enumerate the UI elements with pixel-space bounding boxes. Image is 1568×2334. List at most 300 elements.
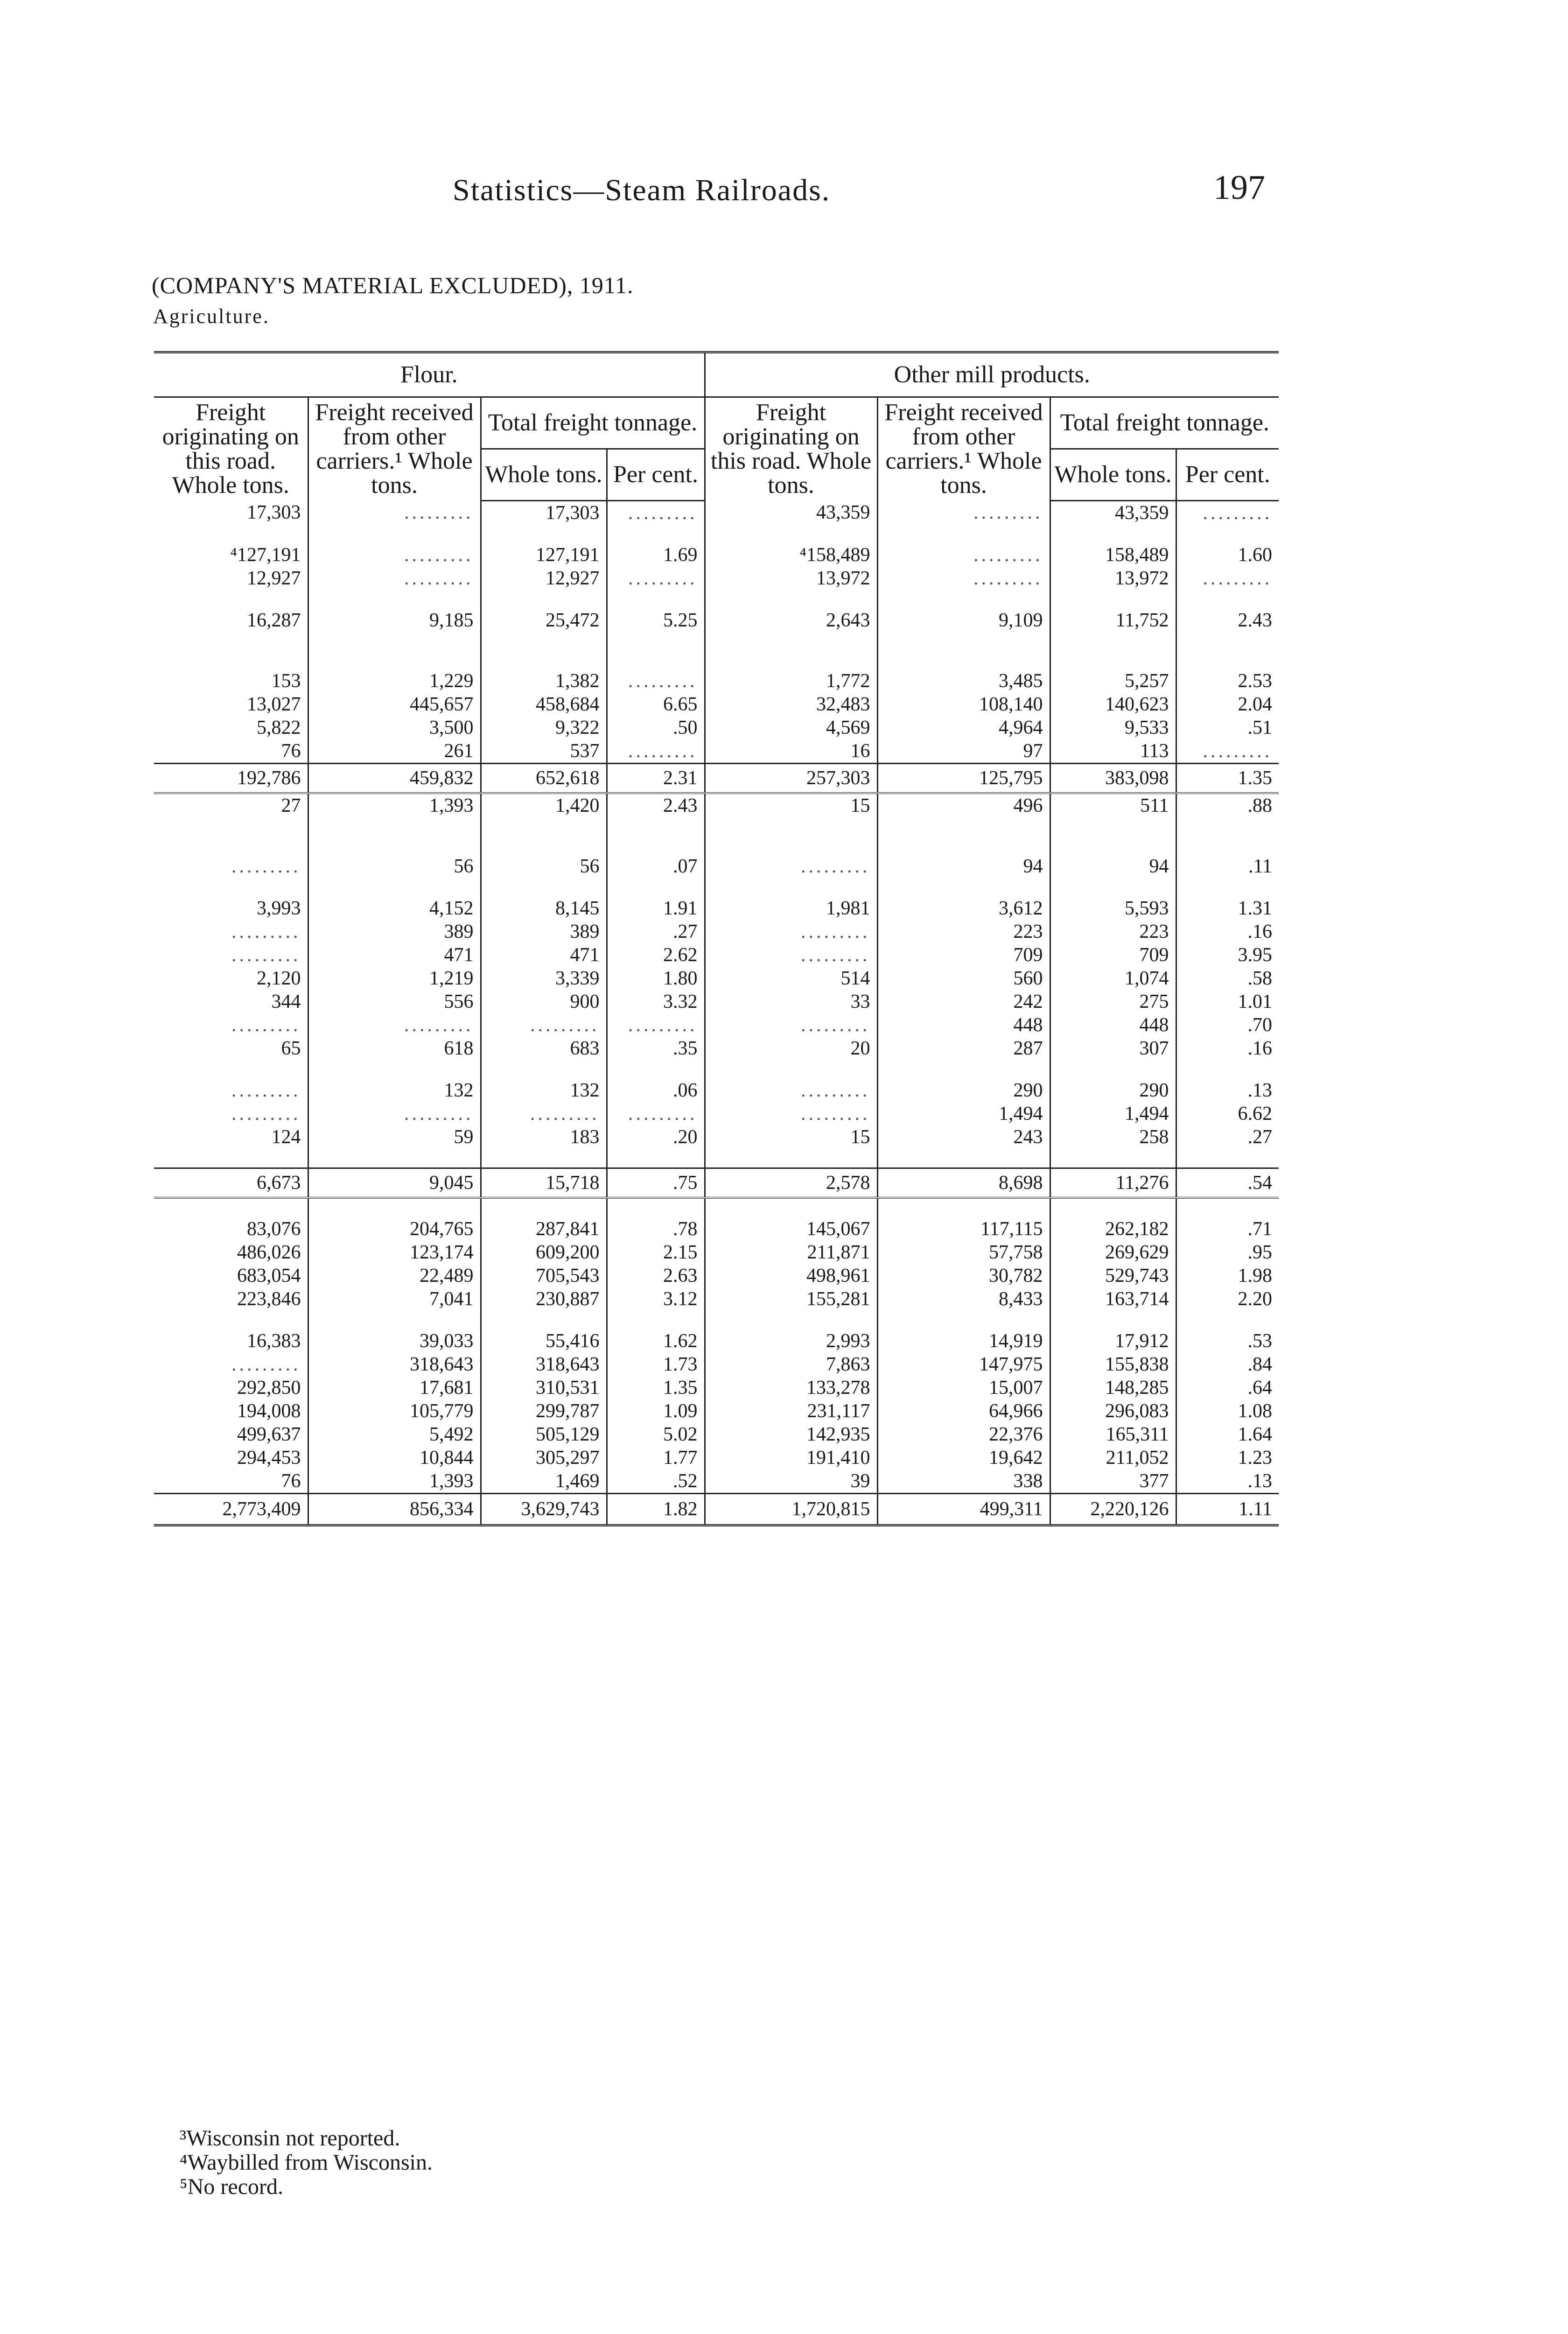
table-cell: ......... <box>308 1102 481 1125</box>
table-cell: 1.09 <box>607 1399 705 1423</box>
table-cell: 318,643 <box>481 1353 607 1376</box>
table-cell: 16 <box>705 739 877 764</box>
table-cell: 1.73 <box>607 1353 705 1376</box>
table-cell: ......... <box>877 500 1050 525</box>
table-cell: 13,972 <box>705 567 877 590</box>
table-cell: 459,832 <box>308 763 481 793</box>
table-cell: 2,220,126 <box>1050 1493 1176 1525</box>
table-cell: 1.11 <box>1176 1493 1279 1525</box>
table-cell: 471 <box>308 943 481 967</box>
table-cell: 1,229 <box>308 669 481 693</box>
table-cell: 1,382 <box>481 669 607 693</box>
flour-total-header: Total freight tonnage. <box>481 397 705 449</box>
table-cell: 3,485 <box>877 669 1050 693</box>
table-cell: ......... <box>154 1013 308 1037</box>
table-cell: 19,642 <box>877 1446 1050 1469</box>
table-cell: ......... <box>481 1102 607 1125</box>
table-cell: 294,453 <box>154 1446 308 1469</box>
table-cell: 1,494 <box>1050 1102 1176 1125</box>
table-cell: 290 <box>877 1079 1050 1102</box>
table-cell: 6,673 <box>154 1168 308 1198</box>
table-cell: 83,076 <box>154 1217 308 1241</box>
table-cell <box>607 1149 705 1168</box>
table-cell: 211,871 <box>705 1241 877 1264</box>
table-cell: 1.01 <box>1238 991 1273 1012</box>
table-cell: 142,935 <box>705 1423 877 1446</box>
table-cell: 556 <box>308 990 481 1013</box>
table-cell: 1.64 <box>1238 1423 1273 1445</box>
table-row <box>154 609 1279 632</box>
table-cell <box>481 1060 607 1079</box>
table-cell <box>154 1198 308 1217</box>
table-cell: 618 <box>308 1037 481 1060</box>
table-row <box>154 1168 1279 1198</box>
table-cell <box>481 651 607 669</box>
table-cell <box>1176 590 1279 609</box>
table-cell <box>1176 836 1279 855</box>
table-cell: ......... <box>308 1013 481 1037</box>
table-row <box>154 1446 1279 1469</box>
table-cell: 338 <box>877 1469 1050 1494</box>
table-cell: 1.77 <box>607 1446 705 1469</box>
table-cell: 1.35 <box>607 1376 705 1399</box>
table-cell: 43,359 <box>1050 500 1176 525</box>
footnote-waybilled: ⁴Waybilled from Wisconsin. <box>180 2150 433 2175</box>
other-total-header: Total freight tonnage. <box>1050 397 1279 449</box>
table-row <box>154 1060 1279 1079</box>
table-cell: .13 <box>1247 1470 1273 1492</box>
table-cell: 1,469 <box>481 1469 607 1494</box>
flour-header: Flour. <box>154 352 705 397</box>
table-cell <box>1176 1198 1279 1217</box>
table-cell: 108,140 <box>877 693 1050 716</box>
table-cell: 6.65 <box>607 693 705 716</box>
table-cell: 448 <box>1050 1013 1176 1037</box>
table-cell <box>1176 878 1279 897</box>
table-cell: 22,376 <box>877 1423 1050 1446</box>
table-row <box>154 739 1279 764</box>
table-cell: ......... <box>705 1102 877 1125</box>
table-row <box>154 543 1279 567</box>
table-cell <box>1050 632 1176 651</box>
table-cell: 231,117 <box>705 1399 877 1423</box>
table-cell <box>877 1149 1050 1168</box>
table-cell <box>481 525 607 543</box>
table-row <box>154 990 1279 1013</box>
table-cell: 3,500 <box>308 716 481 739</box>
table-cell: 389 <box>481 920 607 943</box>
table-cell <box>877 525 1050 543</box>
table-cell <box>481 632 607 651</box>
table-cell: ......... <box>154 1353 308 1376</box>
table-cell: 269,629 <box>1050 1241 1176 1264</box>
table-cell <box>705 590 877 609</box>
table-cell: ......... <box>154 855 308 878</box>
table-cell: .13 <box>1247 1079 1273 1101</box>
table-cell: 609,200 <box>481 1241 607 1264</box>
table-cell: .51 <box>1247 717 1273 738</box>
table-cell: ⁴127,191 <box>154 543 308 567</box>
other-received-header: Freight received from other carriers.¹ Whole tons. <box>877 397 1050 501</box>
table-row <box>154 590 1279 609</box>
table-row <box>154 897 1279 920</box>
table-row <box>154 763 1279 793</box>
table-cell: 2,993 <box>705 1329 877 1353</box>
table-cell: 153 <box>154 669 308 693</box>
table-cell: 2,578 <box>705 1168 877 1198</box>
table-cell: 1.62 <box>607 1329 705 1353</box>
table-cell: 132 <box>481 1079 607 1102</box>
table-cell: ......... <box>607 500 705 525</box>
table-cell: 125,795 <box>877 763 1050 793</box>
table-row <box>154 920 1279 943</box>
table-cell: 709 <box>1050 943 1176 967</box>
table-cell <box>705 1060 877 1079</box>
table-cell: 57,758 <box>877 1241 1050 1264</box>
table-cell: 124 <box>154 1125 308 1149</box>
table-cell: .58 <box>1247 967 1273 989</box>
table-cell: 1.80 <box>607 967 705 990</box>
table-cell: 1,772 <box>705 669 877 693</box>
table-cell: 1,720,815 <box>705 1493 877 1525</box>
table-cell: ......... <box>154 1102 308 1125</box>
table-row <box>154 793 1279 817</box>
table-cell <box>481 1311 607 1329</box>
table-cell <box>308 590 481 609</box>
table-cell: 262,182 <box>1050 1217 1176 1241</box>
table-cell: ......... <box>154 943 308 967</box>
table-cell: 1.23 <box>1238 1447 1273 1469</box>
table-cell: 1.69 <box>607 543 705 567</box>
table-cell: 165,311 <box>1050 1423 1176 1446</box>
table-cell: 242 <box>877 990 1050 1013</box>
table-cell <box>1050 1198 1176 1217</box>
table-cell: 296,083 <box>1050 1399 1176 1423</box>
table-cell: 30,782 <box>877 1264 1050 1287</box>
table-cell: 194,008 <box>154 1399 308 1423</box>
table-cell: 22,489 <box>308 1264 481 1287</box>
table-row <box>154 1353 1279 1376</box>
table-cell <box>154 525 308 543</box>
table-cell: 2.62 <box>607 943 705 967</box>
table-cell <box>154 1060 308 1079</box>
table-cell: ......... <box>607 669 705 693</box>
table-cell <box>308 632 481 651</box>
table-cell: 16,287 <box>154 609 308 632</box>
table-cell: 318,643 <box>308 1353 481 1376</box>
table-cell: ⁴158,489 <box>705 543 877 567</box>
table-cell: 1,074 <box>1050 967 1176 990</box>
table-cell: 55,416 <box>481 1329 607 1353</box>
table-cell: ......... <box>607 567 705 590</box>
table-cell: .20 <box>607 1125 705 1149</box>
table-cell: 2.15 <box>607 1241 705 1264</box>
table-cell: 498,961 <box>705 1264 877 1287</box>
table-cell: 705,543 <box>481 1264 607 1287</box>
table-cell: 25,472 <box>481 609 607 632</box>
table-cell: 448 <box>877 1013 1050 1037</box>
table-cell: 191,410 <box>705 1446 877 1469</box>
table-cell <box>877 632 1050 651</box>
table-row <box>154 669 1279 693</box>
table-cell: 1,219 <box>308 967 481 990</box>
table-row <box>154 1149 1279 1168</box>
table-cell: ......... <box>705 855 877 878</box>
table-cell <box>1176 1311 1279 1329</box>
table-cell: ......... <box>154 1079 308 1102</box>
freight-tonnage-table <box>154 351 1279 1526</box>
table-cell: .35 <box>607 1037 705 1060</box>
table-cell: 505,129 <box>481 1423 607 1446</box>
table-cell: 9,045 <box>308 1168 481 1198</box>
table-cell: 2,773,409 <box>154 1493 308 1525</box>
other-per-cent-header: Per cent. <box>1176 449 1279 500</box>
table-cell: 1.91 <box>607 897 705 920</box>
table-cell: .95 <box>1247 1241 1273 1263</box>
table-cell: 2.43 <box>1238 609 1273 631</box>
table-cell: 1,393 <box>308 793 481 817</box>
table-cell: 33 <box>705 990 877 1013</box>
table-cell: 3.95 <box>1238 944 1273 966</box>
table-cell <box>1050 1060 1176 1079</box>
table-cell <box>877 878 1050 897</box>
table-cell <box>154 878 308 897</box>
table-cell: 344 <box>154 990 308 1013</box>
table-cell: 310,531 <box>481 1376 607 1399</box>
table-cell: 2.43 <box>607 793 705 817</box>
table-cell <box>308 651 481 669</box>
table-cell <box>1176 632 1279 651</box>
table-cell <box>607 590 705 609</box>
table-cell: 230,887 <box>481 1287 607 1311</box>
table-cell: 10,844 <box>308 1446 481 1469</box>
table-cell: 471 <box>481 943 607 967</box>
table-cell: 1.60 <box>1238 544 1273 566</box>
table-cell: .70 <box>1247 1014 1273 1036</box>
table-cell <box>607 817 705 836</box>
table-cell: 132 <box>308 1079 481 1102</box>
table-cell <box>1050 836 1176 855</box>
table-cell: 13,972 <box>1050 567 1176 590</box>
table-cell: 140,623 <box>1050 693 1176 716</box>
table-cell <box>705 817 877 836</box>
table-cell: 652,618 <box>481 763 607 793</box>
table-cell <box>308 1311 481 1329</box>
table-cell: 94 <box>877 855 1050 878</box>
table-cell: 243 <box>877 1125 1050 1149</box>
table-cell: 56 <box>481 855 607 878</box>
table-cell: 292,850 <box>154 1376 308 1399</box>
table-cell: 2.20 <box>1238 1288 1273 1310</box>
table-cell: .52 <box>607 1469 705 1494</box>
table-row <box>154 525 1279 543</box>
table-cell: .88 <box>1247 794 1273 816</box>
table-cell: 105,779 <box>308 1399 481 1423</box>
table-cell: 15 <box>705 1125 877 1149</box>
table-cell: 13,027 <box>154 693 308 716</box>
table-row <box>154 651 1279 669</box>
table-cell: 261 <box>308 739 481 764</box>
table-cell <box>705 836 877 855</box>
table-body <box>154 500 1279 1525</box>
table-cell: .16 <box>1247 921 1273 942</box>
table-cell: 3,612 <box>877 897 1050 920</box>
table-cell: 9,185 <box>308 609 481 632</box>
table-cell: 1.35 <box>1176 763 1279 793</box>
table-cell: ......... <box>607 739 705 764</box>
table-cell <box>877 651 1050 669</box>
table-cell: .16 <box>1247 1037 1273 1059</box>
table-row <box>154 943 1279 967</box>
table-cell: 127,191 <box>481 543 607 567</box>
table-cell: 3,629,743 <box>481 1493 607 1525</box>
table-cell: 8,433 <box>877 1287 1050 1311</box>
table-cell: 183 <box>481 1125 607 1149</box>
table-cell: ......... <box>705 1013 877 1037</box>
table-row <box>154 1125 1279 1149</box>
table-cell: 163,714 <box>1050 1287 1176 1311</box>
table-cell: .75 <box>607 1168 705 1198</box>
table-cell <box>705 878 877 897</box>
table-row <box>154 1264 1279 1287</box>
table-cell: ......... <box>481 1013 607 1037</box>
table-cell: 17,681 <box>308 1376 481 1399</box>
table-row <box>154 1217 1279 1241</box>
table-row <box>154 1376 1279 1399</box>
table-cell: 39 <box>705 1469 877 1494</box>
table-cell: 3,339 <box>481 967 607 990</box>
table-cell: 43,359 <box>705 500 877 525</box>
footnote-wisconsin-not-reported: ³Wisconsin not reported. <box>180 2126 400 2151</box>
table-cell <box>1176 1149 1279 1168</box>
table-cell: 445,657 <box>308 693 481 716</box>
table-row <box>154 500 1279 525</box>
table-cell <box>877 836 1050 855</box>
table-cell: 76 <box>154 739 308 764</box>
table-row <box>154 1198 1279 1217</box>
running-head-title: Statistics—Steam Railroads. <box>453 173 831 207</box>
table-cell: 15,007 <box>877 1376 1050 1399</box>
table-cell <box>481 590 607 609</box>
table-cell: 16,383 <box>154 1329 308 1353</box>
table-cell <box>877 1311 1050 1329</box>
table-cell: 56 <box>308 855 481 878</box>
table-cell: 307 <box>1050 1037 1176 1060</box>
table-cell: 7,041 <box>308 1287 481 1311</box>
table-cell: 560 <box>877 967 1050 990</box>
table-cell <box>877 817 1050 836</box>
table-row <box>154 1287 1279 1311</box>
table-row <box>154 1079 1279 1102</box>
table-row <box>154 817 1279 836</box>
table-cell: ......... <box>308 500 481 525</box>
table-cell <box>308 1198 481 1217</box>
table-cell: 117,115 <box>877 1217 1050 1241</box>
table-cell: .11 <box>1248 855 1273 877</box>
table-cell: 123,174 <box>308 1241 481 1264</box>
table-cell: 155,838 <box>1050 1353 1176 1376</box>
table-row <box>154 1399 1279 1423</box>
table-cell: 258 <box>1050 1125 1176 1149</box>
table-cell: 223 <box>1050 920 1176 943</box>
table-cell: 8,698 <box>877 1168 1050 1198</box>
table-cell: 17,303 <box>481 500 607 525</box>
table-cell <box>1176 651 1279 669</box>
table-row <box>154 1493 1279 1525</box>
table-cell: 2.31 <box>607 763 705 793</box>
table-cell: .50 <box>607 716 705 739</box>
table-cell: 8,145 <box>481 897 607 920</box>
table-cell <box>308 525 481 543</box>
table-cell <box>154 1311 308 1329</box>
table-cell: 4,569 <box>705 716 877 739</box>
table-cell: .71 <box>1247 1218 1273 1240</box>
table-cell <box>705 632 877 651</box>
table-cell: 5.02 <box>607 1423 705 1446</box>
table-cell: 683,054 <box>154 1264 308 1287</box>
table-cell <box>705 651 877 669</box>
table-cell: ......... <box>877 567 1050 590</box>
table-cell <box>154 1149 308 1168</box>
section-title: Agriculture. <box>153 305 270 328</box>
table-cell: 3.12 <box>607 1287 705 1311</box>
table-cell: 94 <box>1050 855 1176 878</box>
table-cell: 486,026 <box>154 1241 308 1264</box>
table-cell: 12,927 <box>154 567 308 590</box>
table-cell: 5,822 <box>154 716 308 739</box>
table-cell: 1,393 <box>308 1469 481 1494</box>
table-cell: 5,492 <box>308 1423 481 1446</box>
other-whole-tons-header: Whole tons. <box>1050 449 1176 500</box>
table-row <box>154 1423 1279 1446</box>
table-cell <box>1176 817 1279 836</box>
table-cell: 529,743 <box>1050 1264 1176 1287</box>
table-cell: 275 <box>1050 990 1176 1013</box>
table-row <box>154 1013 1279 1037</box>
table-cell: 5,593 <box>1050 897 1176 920</box>
table-cell: .64 <box>1247 1377 1273 1399</box>
table-cell <box>154 651 308 669</box>
table-cell: 14,919 <box>877 1329 1050 1353</box>
table-row <box>154 632 1279 651</box>
table-cell <box>1176 1060 1279 1079</box>
table-cell <box>308 836 481 855</box>
table-cell: 11,276 <box>1050 1168 1176 1198</box>
table-cell: 499,311 <box>877 1493 1050 1525</box>
table-cell: 145,067 <box>705 1217 877 1241</box>
table-row <box>154 1469 1279 1494</box>
table-cell <box>607 651 705 669</box>
table-cell: 5.25 <box>607 609 705 632</box>
table-cell: 17,303 <box>154 500 308 525</box>
table-cell: ......... <box>877 543 1050 567</box>
table-row <box>154 693 1279 716</box>
table-cell <box>705 1311 877 1329</box>
table-subtitle: (COMPANY'S MATERIAL EXCLUDED), 1911. <box>152 272 634 298</box>
table-cell: 133,278 <box>705 1376 877 1399</box>
table-cell: .07 <box>607 855 705 878</box>
table-cell <box>607 1311 705 1329</box>
table-cell <box>607 632 705 651</box>
table-cell <box>1050 1311 1176 1329</box>
table-cell: 1.82 <box>607 1493 705 1525</box>
table-cell: 299,787 <box>481 1399 607 1423</box>
table-cell <box>481 878 607 897</box>
table-cell: .78 <box>607 1217 705 1241</box>
table-cell: 59 <box>308 1125 481 1149</box>
table-cell <box>154 632 308 651</box>
table-cell: 6.62 <box>1238 1103 1273 1125</box>
